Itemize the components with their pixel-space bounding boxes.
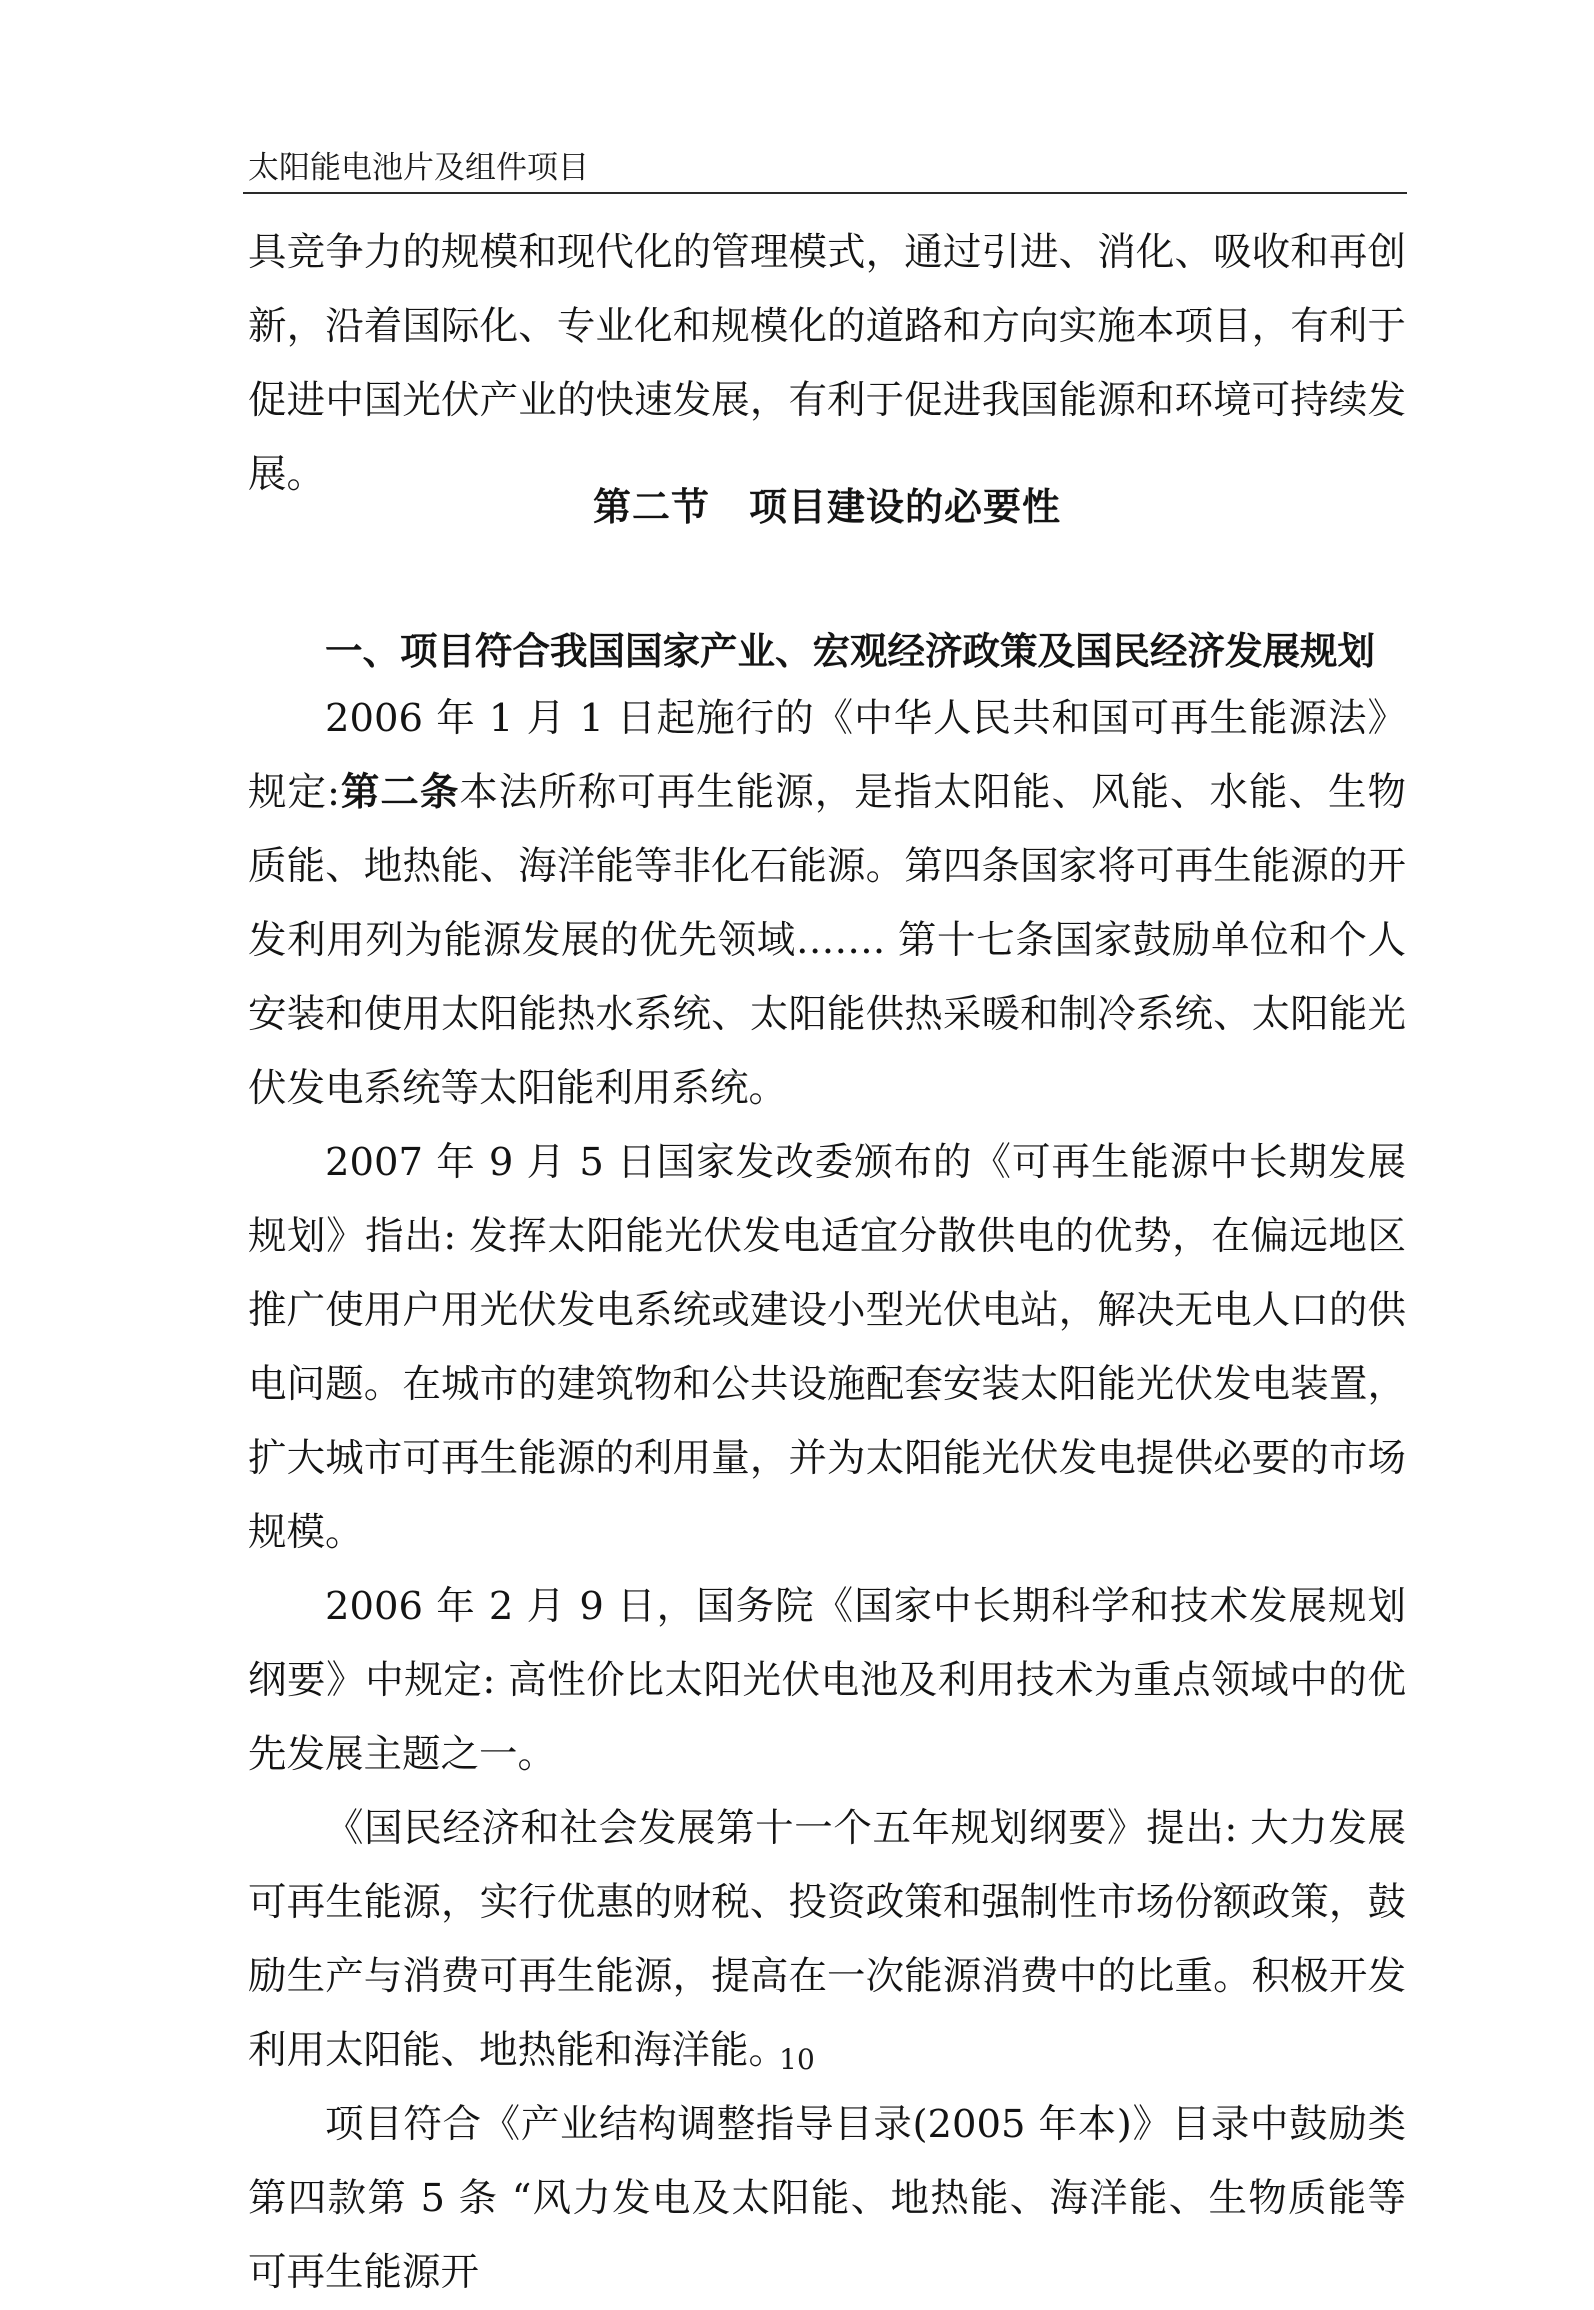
article-label: 第二条 — [339, 770, 460, 815]
paragraph-development-plan: 2007 年 9 月 5 日国家发改委颁布的《可再生能源中长期发展规划》指出: 发挥太阳能光伏发电适宜分散供电的优势，在偏远地区推广使用户用光伏发电系统或建设小型光伏电站，解决无电人口的供电问题。在城市的建筑物和公共设施配套安装太阳能光伏发电装置，扩大城市可再生能源的利用量，并为太阳能光伏发电提供必要的市场规模。 — [248, 1140, 1406, 1555]
paragraph-renewable-energy-law — [248, 682, 1406, 1126]
paragraph-science-tech-plan: 2006 年 2 月 9 日，国务院《国家中长期科学和技术发展规划纲要》中规定: 高性价比太阳光伏电池及利用技术为重点领域中的优先发展主题之一。 — [248, 1584, 1406, 1777]
paragraph-lead: 2006 年 1 月 1 日起施行的《中华人民共和国可再生能源法》规定: — [248, 696, 1406, 815]
paragraph-five-year-plan: 《国民经济和社会发展第十一个五年规划纲要》提出: 大力发展可再生能源，实行优惠的财税、投资政策和强制性市场份额政策，鼓励生产与消费可再生能源，提高在一次能源消费中的比重。积极开发利用太阳能、地热能和海洋能。 — [248, 1806, 1406, 2073]
subsection-heading: 一、项目符合我国国家产业、宏观经济政策及国民经济发展规划 — [325, 629, 1375, 673]
header-divider — [243, 192, 1407, 194]
paragraph-industry-catalog: 项目符合《产业结构调整指导目录(2005 年本)》目录中鼓励类第四款第 5 条 “风力发电及太阳能、地热能、海洋能、生物质能等可再生能源开 — [248, 2102, 1406, 2295]
page-number: 10 — [779, 2043, 815, 2076]
continued-paragraph: 具竞争力的规模和现代化的管理模式，通过引进、消化、吸收和再创新，沿着国际化、专业化和规模化的道路和方向实施本项目，有利于促进中国光伏产业的快速发展，有利于促进我国能源和环境可持续发展。 — [248, 230, 1406, 497]
paragraph-body: 本法所称可再生能源，是指太阳能、风能、水能、生物质能、地热能、海洋能等非化石能源。第四条国家将可再生能源的开发利用列为能源发展的优先领域……. 第十七条国家鼓励单位和个人安装和使用太阳能热水系统、太阳能供热采暖和制冷系统、太阳能光伏发电系统等太阳能利用系统。 — [248, 770, 1406, 1111]
intro-text — [248, 216, 1406, 512]
running-header: 太阳能电池片及组件项目 — [248, 150, 589, 186]
section-title: 第二节 项目建设的必要性 — [592, 485, 1061, 529]
